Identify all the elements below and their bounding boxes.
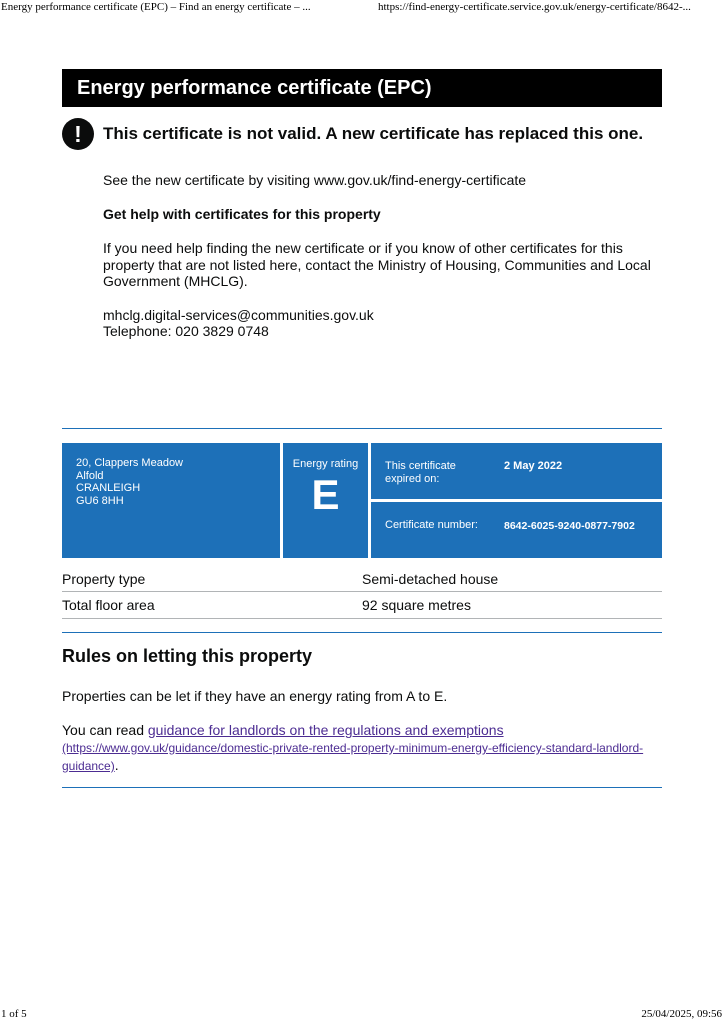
contact-email[interactable]: mhclg.digital-services@communities.gov.uk [103, 307, 374, 323]
contact-telephone: Telephone: 020 3829 0748 [103, 323, 269, 339]
address-line: GU6 8HH [76, 494, 124, 507]
divider [62, 787, 662, 788]
table-row [62, 592, 662, 619]
help-heading: Get help with certificates for this property [103, 206, 381, 222]
print-header [0, 0, 724, 18]
certificate-number-value: 8642-6025-9240-0877-7902 [504, 520, 635, 532]
divider [62, 632, 662, 633]
guidance-suffix: . [114, 757, 119, 773]
energy-rating [283, 443, 368, 558]
address-line: Alfold [76, 469, 104, 482]
help-text: If you need help finding the new certificate or if you know of other certificates for this property that are not listed here, contact the Ministry of Housing, Communities and Local Government (MHCLG). [103, 240, 651, 289]
property-type-label: Property type [62, 571, 146, 587]
warning-icon: ! [62, 118, 94, 150]
epc-summary [62, 443, 662, 558]
print-datetime: 25/04/2025, 09:56 [641, 1008, 722, 1020]
guidance-link-text: guidance for landlords on the regulations and exemptions [147, 722, 504, 738]
visit-text: See the new certificate by visiting www.gov.uk/find-energy-certificate [103, 172, 527, 188]
expiry-value: 2 May 2022 [504, 460, 563, 472]
property-type-value: Semi-detached house [362, 571, 499, 587]
print-page-url: https://find-energy-certificate.service.gov.uk/energy-certificate/8642-... [378, 1, 691, 13]
energy-rating-label: Energy rating [292, 458, 359, 470]
certificate-number-label: Certificate number: [385, 519, 478, 531]
floor-area-value: 92 square metres [362, 597, 471, 613]
expiry-label: This certificate expired on: [385, 460, 456, 485]
table-row [62, 566, 662, 592]
divider [62, 428, 662, 429]
guidance-prefix: You can read [62, 722, 148, 738]
print-footer [0, 1006, 724, 1024]
guidance-link-url: (https://www.gov.uk/guidance/domestic-private-rented-property-minimum-energy-efficiency-standard-landlord-guidance) [62, 741, 644, 773]
certificate-number-cell [371, 502, 662, 558]
energy-rating-value: E [311, 471, 340, 518]
certificate-details [371, 443, 662, 558]
expiry-cell [371, 443, 662, 499]
property-details-table [62, 566, 662, 619]
rules-paragraph: Properties can be let if they have an energy rating from A to E. [62, 688, 448, 704]
address-line: CRANLEIGH [76, 482, 141, 494]
floor-area-label: Total floor area [62, 597, 155, 613]
address-line: 20, Clappers Meadow [76, 457, 184, 469]
rules-heading: Rules on letting this property [62, 646, 313, 666]
guidance-paragraph [62, 722, 662, 775]
landlord-guidance-link[interactable] [62, 722, 643, 773]
print-page-title: Energy performance certificate (EPC) – Find an energy certificate – ... [1, 1, 311, 13]
property-address [62, 443, 280, 558]
page-title: Energy performance certificate (EPC) [62, 69, 662, 107]
warning-text: This certificate is not valid. A new certificate has replaced this one. [103, 124, 644, 143]
page-number: 1 of 5 [1, 1008, 27, 1020]
